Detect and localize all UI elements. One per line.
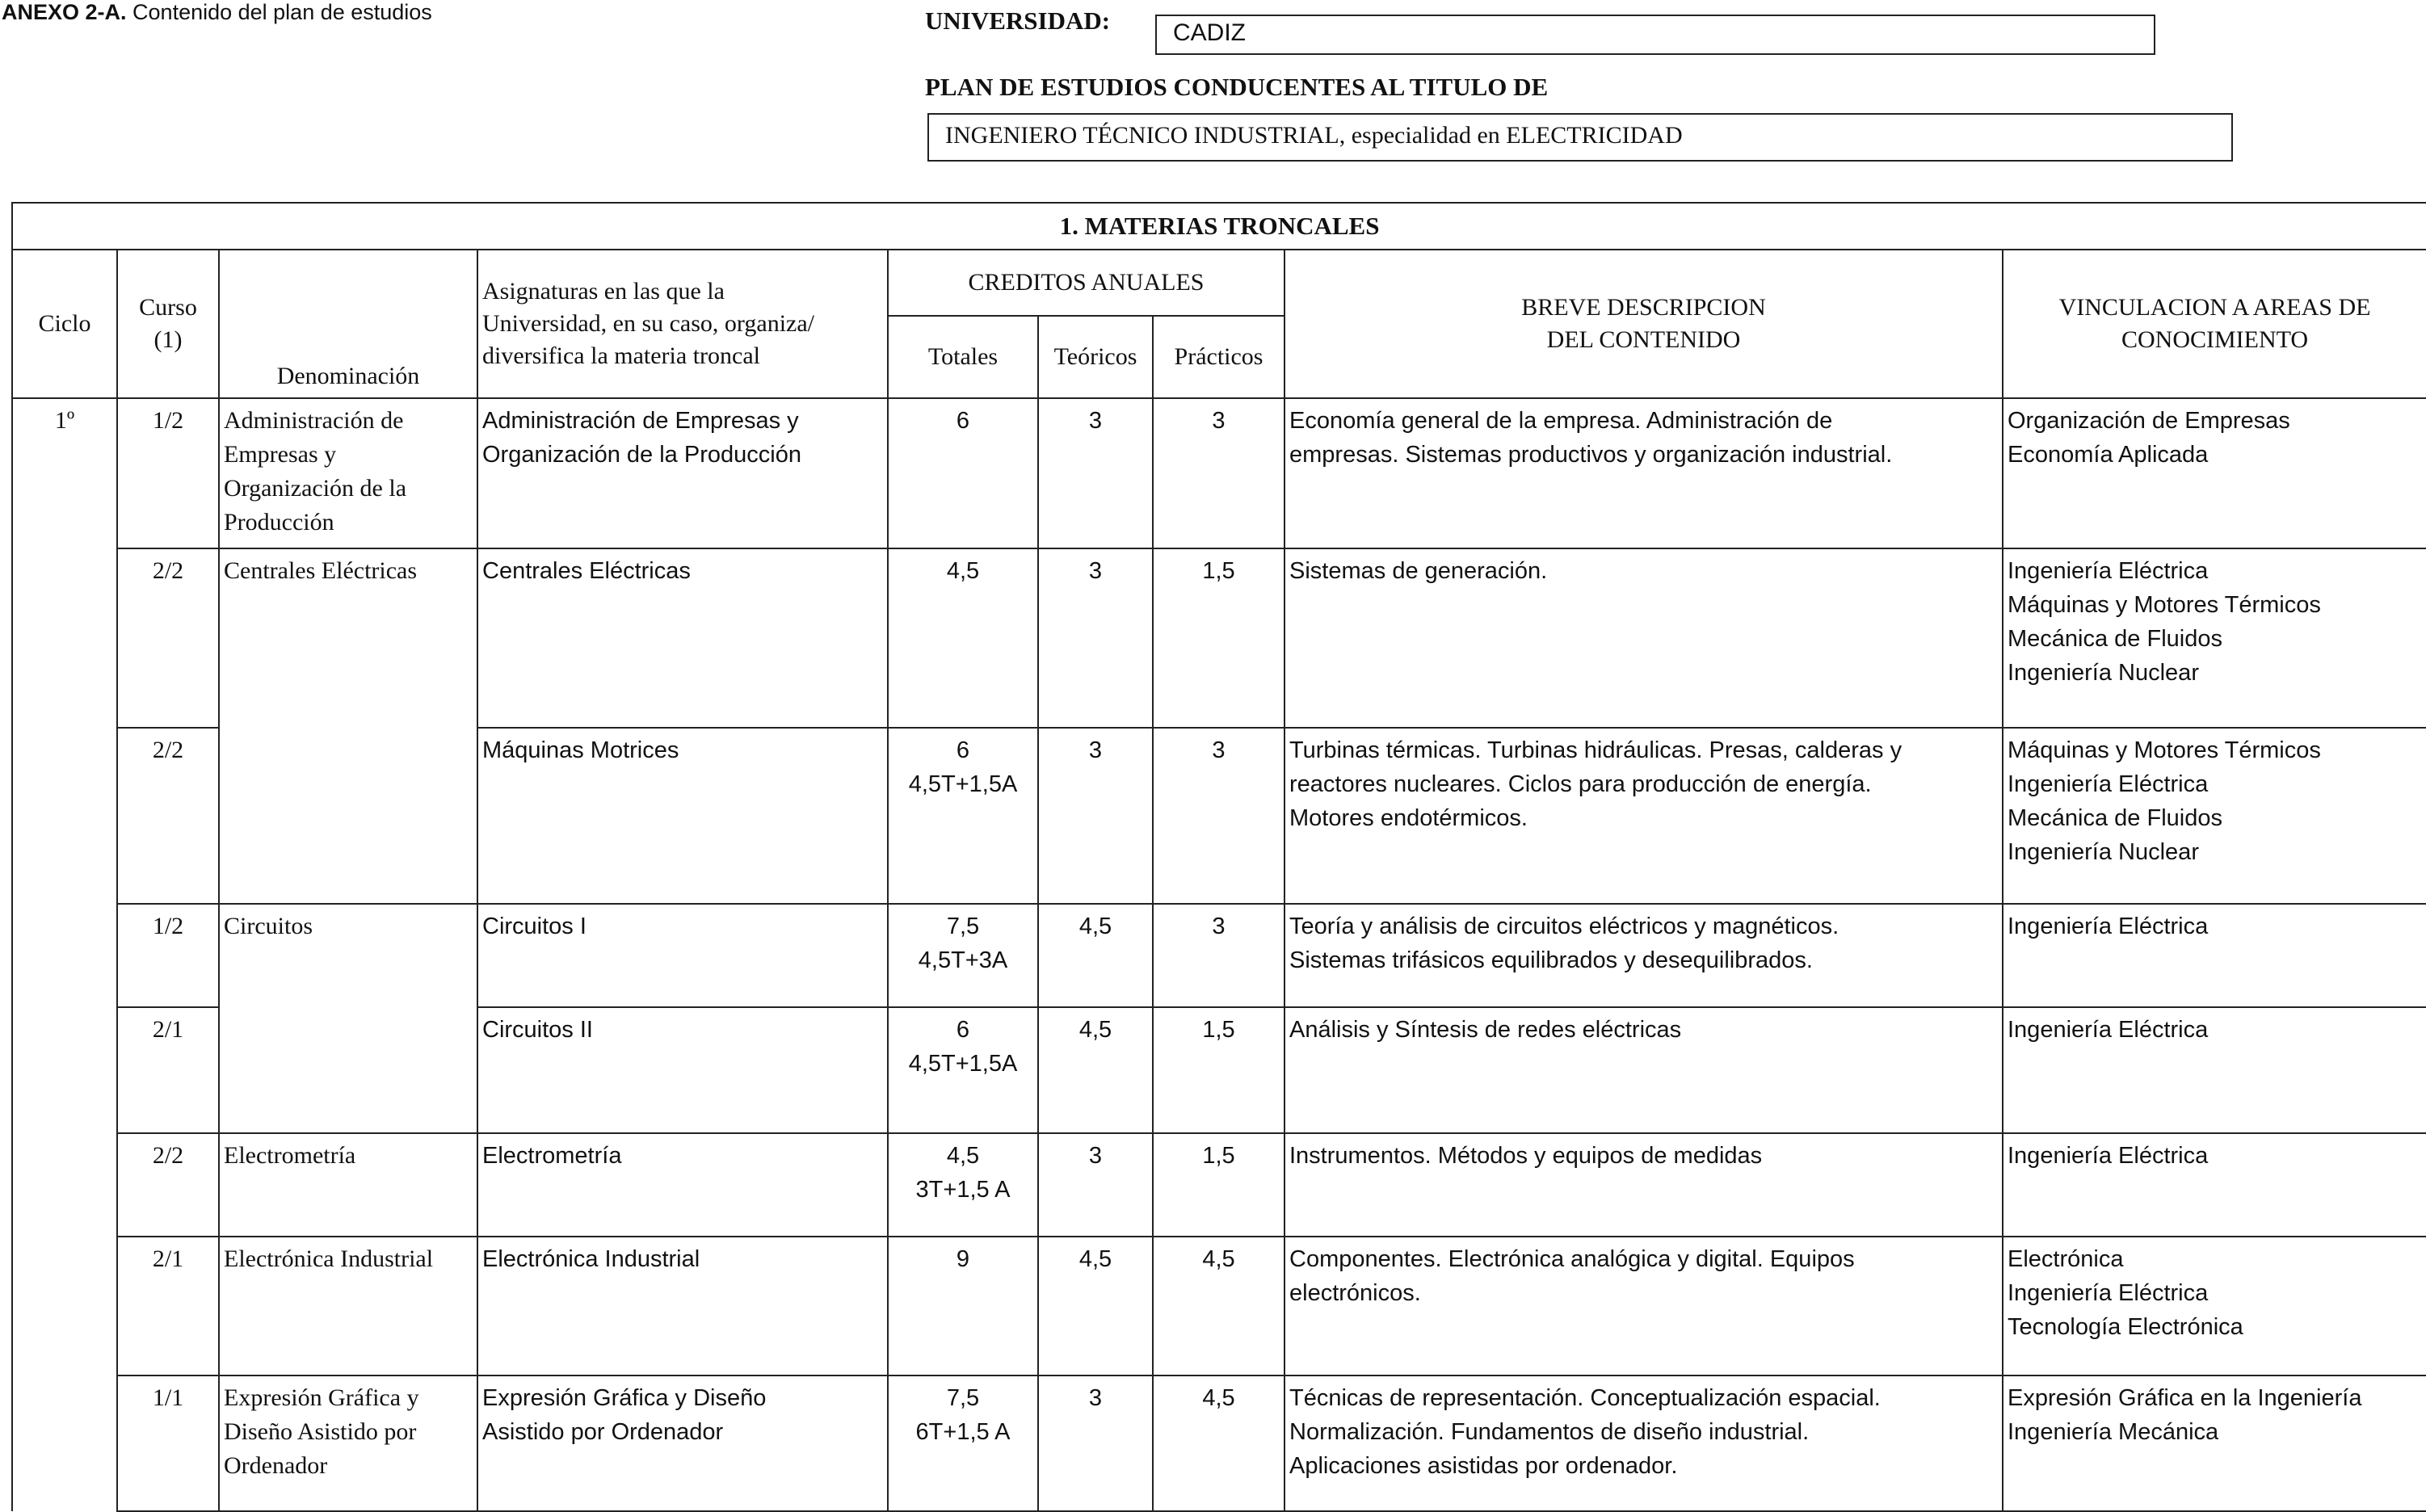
teoricos-cell: 3 xyxy=(1038,548,1153,728)
header-totales: Totales xyxy=(888,316,1038,398)
curso-cell: 2/2 xyxy=(117,548,219,728)
areas-cell: Ingeniería Eléctrica Máquinas y Motores Térmicos Mecánica de Fluidos Ingeniería Nuclear xyxy=(2003,548,2426,728)
teoricos-cell: 3 xyxy=(1038,1133,1153,1237)
titulo-field: INGENIERO TÉCNICO INDUSTRIAL, especialidad en ELECTRICIDAD xyxy=(927,113,2233,162)
header-ciclo: Ciclo xyxy=(12,250,117,398)
curso-cell: 1/2 xyxy=(117,398,219,548)
table-row xyxy=(12,1133,2426,1237)
descripcion-cell: Técnicas de representación. Conceptualización espacial. Normalización. Fundamentos de diseño industrial. Aplicaciones asistidas por ordenador. xyxy=(1284,1376,2003,1511)
header-denominacion: Denominación xyxy=(219,250,477,398)
curso-cell: 2/2 xyxy=(117,1133,219,1237)
areas-cell: Expresión Gráfica en la Ingeniería Ingeniería Mecánica xyxy=(2003,1376,2426,1511)
ciclo-cell: 1º xyxy=(12,398,117,1511)
descripcion-cell: Turbinas térmicas. Turbinas hidráulicas. Presas, calderas y reactores nucleares. Ciclos para producción de energía. Motores endotérmicos. xyxy=(1284,728,2003,904)
denominacion-cell: Electrometría xyxy=(219,1133,477,1237)
areas-cell: Electrónica Ingeniería Eléctrica Tecnología Electrónica xyxy=(2003,1237,2426,1376)
practicos-cell: 4,5 xyxy=(1153,1376,1284,1511)
universidad-label: UNIVERSIDAD: xyxy=(925,6,1111,35)
universidad-field: CADIZ xyxy=(1155,15,2155,55)
header-creditos: CREDITOS ANUALES xyxy=(888,250,1284,316)
asignatura-cell: Expresión Gráfica y Diseño Asistido por Ordenador xyxy=(477,1376,888,1511)
table-row xyxy=(12,1237,2426,1376)
practicos-cell: 3 xyxy=(1153,398,1284,548)
totales-cell: 7,5 4,5T+3A xyxy=(888,904,1038,1007)
areas-cell: Ingeniería Eléctrica xyxy=(2003,1133,2426,1237)
practicos-cell: 4,5 xyxy=(1153,1237,1284,1376)
asignatura-cell: Administración de Empresas y Organización de la Producción xyxy=(477,398,888,548)
descripcion-cell: Componentes. Electrónica analógica y digital. Equipos electrónicos. xyxy=(1284,1237,2003,1376)
areas-cell: Ingeniería Eléctrica xyxy=(2003,1007,2426,1133)
asignatura-cell: Máquinas Motrices xyxy=(477,728,888,904)
header-curso: Curso (1) xyxy=(117,250,219,398)
header-vinculacion: VINCULACION A AREAS DE CONOCIMIENTO xyxy=(2003,250,2426,398)
teoricos-cell: 4,5 xyxy=(1038,1237,1153,1376)
asignatura-cell: Electrónica Industrial xyxy=(477,1237,888,1376)
section-title: 1. MATERIAS TRONCALES xyxy=(12,203,2426,250)
asignatura-cell: Electrometría xyxy=(477,1133,888,1237)
totales-cell: 6 xyxy=(888,398,1038,548)
curso-cell: 2/1 xyxy=(117,1237,219,1376)
materias-troncales-table xyxy=(11,202,2426,1512)
curso-cell: 2/2 xyxy=(117,728,219,904)
areas-cell: Ingeniería Eléctrica xyxy=(2003,904,2426,1007)
totales-cell: 4,5 3T+1,5 A xyxy=(888,1133,1038,1237)
totales-cell: 4,5 xyxy=(888,548,1038,728)
teoricos-cell: 4,5 xyxy=(1038,904,1153,1007)
practicos-cell: 1,5 xyxy=(1153,548,1284,728)
practicos-cell: 3 xyxy=(1153,728,1284,904)
asignatura-cell: Centrales Eléctricas xyxy=(477,548,888,728)
denominacion-cell: Electrónica Industrial xyxy=(219,1237,477,1376)
curso-cell: 2/1 xyxy=(117,1007,219,1133)
denominacion-cell: Circuitos xyxy=(219,904,477,1133)
table-row xyxy=(12,398,2426,548)
practicos-cell: 3 xyxy=(1153,904,1284,1007)
teoricos-cell: 3 xyxy=(1038,728,1153,904)
header-teoricos: Teóricos xyxy=(1038,316,1153,398)
practicos-cell: 1,5 xyxy=(1153,1007,1284,1133)
header-descripcion: BREVE DESCRIPCION DEL CONTENIDO xyxy=(1284,250,2003,398)
header-practicos: Prácticos xyxy=(1153,316,1284,398)
denominacion-cell: Centrales Eléctricas xyxy=(219,548,477,904)
table-row xyxy=(12,904,2426,1007)
descripcion-cell: Economía general de la empresa. Administración de empresas. Sistemas productivos y organización industrial. xyxy=(1284,398,2003,548)
denominacion-cell: Expresión Gráfica y Diseño Asistido por Ordenador xyxy=(219,1376,477,1511)
header-asignaturas: Asignaturas en las que la Universidad, en su caso, organiza/ diversifica la materia troncal xyxy=(477,250,888,398)
annex-title: ANEXO 2-A. Contenido del plan de estudios xyxy=(2,0,432,24)
totales-cell: 7,5 6T+1,5 A xyxy=(888,1376,1038,1511)
totales-cell: 6 4,5T+1,5A xyxy=(888,728,1038,904)
denominacion-cell: Administración de Empresas y Organización de la Producción xyxy=(219,398,477,548)
asignatura-cell: Circuitos II xyxy=(477,1007,888,1133)
descripcion-cell: Sistemas de generación. xyxy=(1284,548,2003,728)
areas-cell: Organización de Empresas Economía Aplicada xyxy=(2003,398,2426,548)
asignatura-cell: Circuitos I xyxy=(477,904,888,1007)
totales-cell: 9 xyxy=(888,1237,1038,1376)
areas-cell: Máquinas y Motores Térmicos Ingeniería Eléctrica Mecánica de Fluidos Ingeniería Nuclear xyxy=(2003,728,2426,904)
practicos-cell: 1,5 xyxy=(1153,1133,1284,1237)
descripcion-cell: Instrumentos. Métodos y equipos de medidas xyxy=(1284,1133,2003,1237)
table-row xyxy=(12,548,2426,728)
descripcion-cell: Teoría y análisis de circuitos eléctricos y magnéticos. Sistemas trifásicos equilibrados y desequilibrados. xyxy=(1284,904,2003,1007)
descripcion-cell: Análisis y Síntesis de redes eléctricas xyxy=(1284,1007,2003,1133)
teoricos-cell: 3 xyxy=(1038,398,1153,548)
curso-cell: 1/1 xyxy=(117,1376,219,1511)
totales-cell: 6 4,5T+1,5A xyxy=(888,1007,1038,1133)
curso-cell: 1/2 xyxy=(117,904,219,1007)
plan-label: PLAN DE ESTUDIOS CONDUCENTES AL TITULO DE xyxy=(925,73,1549,101)
table-row xyxy=(12,1376,2426,1511)
teoricos-cell: 4,5 xyxy=(1038,1007,1153,1133)
teoricos-cell: 3 xyxy=(1038,1376,1153,1511)
